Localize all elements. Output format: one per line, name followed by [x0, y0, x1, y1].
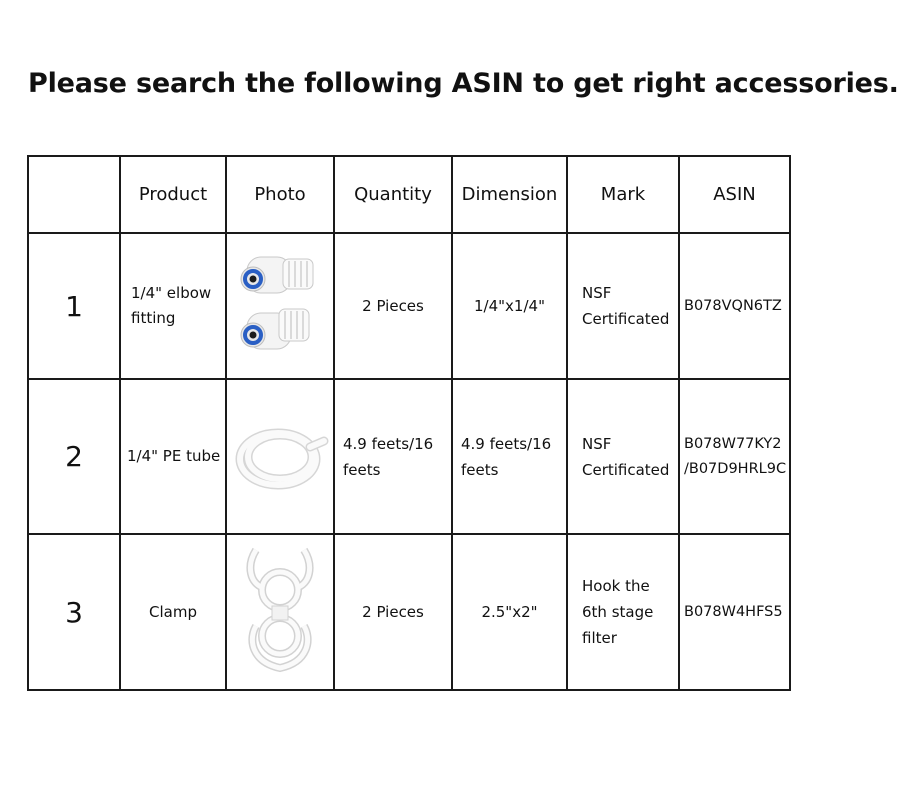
header-asin: ASIN: [679, 156, 790, 233]
table-row: [28, 379, 790, 534]
elbow-fitting-icon: [235, 251, 325, 361]
row-index: 2: [28, 379, 120, 534]
mark-cell: [567, 233, 679, 379]
product-line: 1/4" elbow: [131, 284, 212, 302]
asin-cell: [679, 534, 790, 690]
header-dimension: Dimension: [452, 156, 567, 233]
row-index: 1: [28, 233, 120, 379]
mark-cell: [567, 379, 679, 534]
quantity-line: 4.9 feets/16: [343, 434, 434, 453]
asin-line: B078W77KY2: [684, 435, 782, 452]
dimension-line: feets: [461, 460, 499, 479]
mark-line: 6th stage: [582, 603, 654, 621]
page-title: Please search the following ASIN to get right accessories.: [28, 68, 899, 99]
dimension-line: 4.9 feets/16: [461, 434, 552, 453]
table-row: [28, 233, 790, 379]
quantity-cell: [334, 379, 452, 534]
photo-cell: [226, 379, 334, 534]
product-line: fitting: [131, 309, 176, 327]
header-product: Product: [120, 156, 226, 233]
dimension-cell: [452, 534, 567, 690]
dimension-cell: [452, 233, 567, 379]
asin-line: B078W4HFS5: [684, 603, 783, 620]
product-cell: [120, 379, 226, 534]
dimension-line: 1/4"x1/4": [474, 297, 545, 315]
row-index: 3: [28, 534, 120, 690]
header-quantity: Quantity: [334, 156, 452, 233]
product-cell: [120, 534, 226, 690]
header-photo: Photo: [226, 156, 334, 233]
header-index: [28, 156, 120, 233]
quantity-line: 2 Pieces: [362, 297, 424, 315]
photo-cell: [226, 233, 334, 379]
table-header-row: [28, 156, 790, 233]
photo-cell: [226, 534, 334, 690]
asin-cell: [679, 233, 790, 379]
mark-line: Certificated: [582, 460, 670, 479]
asin-line: B078VQN6TZ: [684, 297, 782, 314]
header-mark: Mark: [567, 156, 679, 233]
dimension-cell: [452, 379, 567, 534]
asin-cell: [679, 379, 790, 534]
table-row: [28, 534, 790, 690]
mark-line: Hook the: [582, 577, 650, 595]
dimension-line: 2.5"x2": [481, 603, 538, 621]
mark-line: Certificated: [582, 310, 670, 328]
quantity-cell: [334, 534, 452, 690]
mark-line: filter: [582, 629, 617, 647]
quantity-line: feets: [343, 460, 381, 479]
asin-line: /B07D9HRL9C: [684, 460, 787, 477]
mark-line: NSF: [582, 434, 612, 453]
product-cell: [120, 233, 226, 379]
mark-line: NSF: [582, 284, 612, 302]
pe-tube-coil-icon: [230, 417, 330, 497]
mark-cell: [567, 534, 679, 690]
clamp-icon: [240, 544, 320, 680]
accessories-table: [27, 155, 791, 691]
quantity-line: 2 Pieces: [362, 603, 424, 621]
product-line: Clamp: [149, 603, 197, 621]
quantity-cell: [334, 233, 452, 379]
product-line: 1/4" PE tube: [127, 447, 221, 465]
